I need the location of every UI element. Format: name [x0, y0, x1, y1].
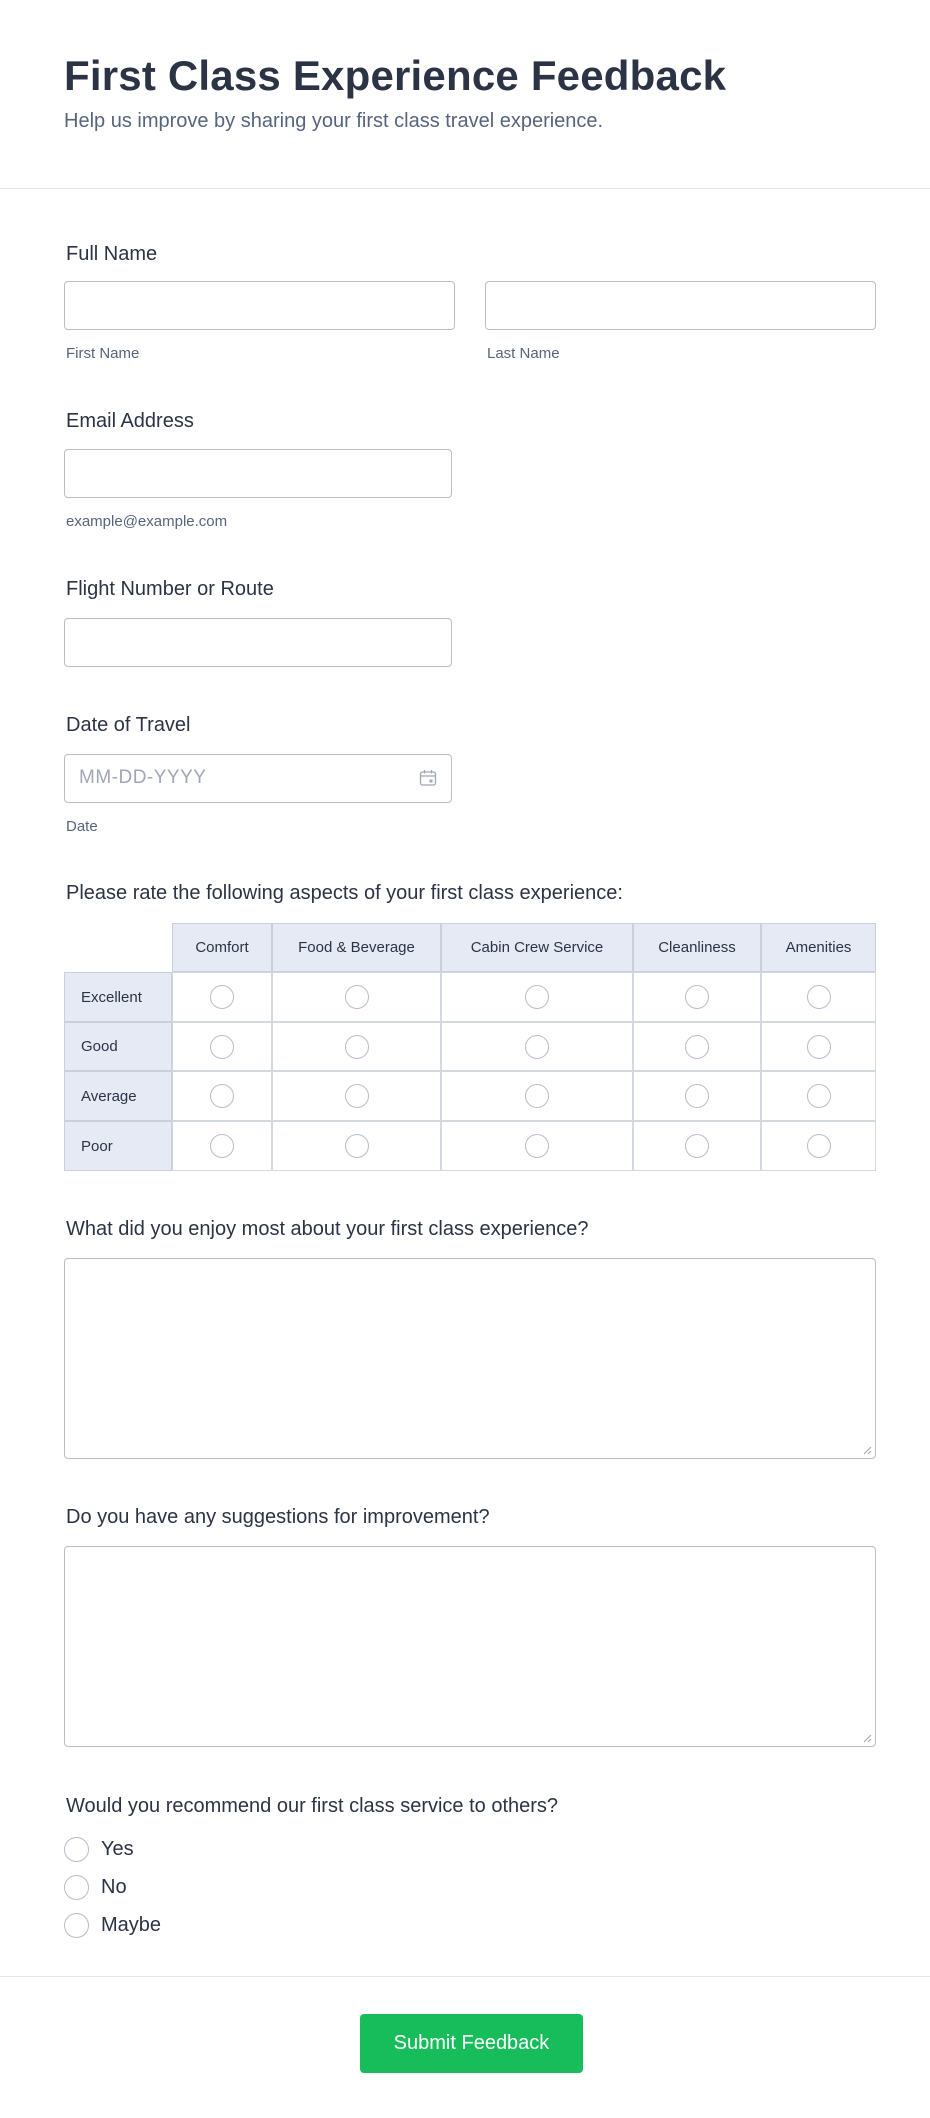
matrix-column-header: Cleanliness — [633, 923, 761, 972]
recommend-option-maybe[interactable] — [64, 1912, 161, 1938]
radio-button[interactable] — [685, 1084, 709, 1108]
matrix-row-label: Excellent — [64, 972, 172, 1022]
resize-grip-icon[interactable] — [862, 1733, 872, 1743]
radio-button[interactable] — [345, 985, 369, 1009]
matrix-cell[interactable] — [172, 1121, 272, 1171]
flight-label: Flight Number or Route — [66, 578, 274, 600]
option-label: Maybe — [101, 1913, 162, 1936]
radio-button[interactable] — [345, 1035, 369, 1059]
matrix-cell[interactable] — [272, 1071, 441, 1121]
email-label: Email Address — [66, 410, 194, 432]
radio-button[interactable] — [345, 1084, 369, 1108]
radio-button[interactable] — [210, 985, 234, 1009]
full-name-label: Full Name — [66, 243, 158, 265]
matrix-cell[interactable] — [761, 1022, 876, 1071]
radio-button[interactable] — [807, 1084, 831, 1108]
matrix-cell[interactable] — [633, 1022, 761, 1071]
date-input[interactable] — [64, 754, 452, 803]
matrix-column-header: Cabin Crew Service — [441, 923, 633, 972]
page-subtitle: Help us improve by sharing your first class travel experience. — [64, 110, 604, 132]
enjoy-label: What did you enjoy most about your first class experience? — [66, 1218, 589, 1240]
radio-button[interactable] — [210, 1084, 234, 1108]
matrix-cell[interactable] — [172, 1022, 272, 1071]
footer-divider — [0, 1976, 930, 1977]
form-header — [0, 0, 930, 189]
matrix-column-header: Amenities — [761, 923, 876, 972]
radio-button[interactable] — [525, 1084, 549, 1108]
matrix-row-label: Poor — [64, 1121, 172, 1171]
matrix-cell[interactable] — [441, 1121, 633, 1171]
radio-button[interactable] — [685, 985, 709, 1009]
option-label: No — [101, 1875, 127, 1898]
radio-button[interactable] — [64, 1913, 89, 1938]
radio-button[interactable] — [685, 1134, 709, 1158]
matrix-cell[interactable] — [441, 1071, 633, 1121]
enjoy-textarea[interactable] — [64, 1258, 876, 1459]
date-label: Date of Travel — [66, 714, 191, 736]
radio-button[interactable] — [525, 1035, 549, 1059]
matrix-cell[interactable] — [272, 1121, 441, 1171]
matrix-cell[interactable] — [761, 972, 876, 1022]
matrix-cell[interactable] — [172, 972, 272, 1022]
matrix-row-label: Good — [64, 1022, 172, 1071]
suggestions-textarea[interactable] — [64, 1546, 876, 1747]
recommend-option-no[interactable] — [64, 1874, 127, 1900]
rating-question: Please rate the following aspects of your first class experience: — [66, 882, 623, 904]
radio-button[interactable] — [525, 985, 549, 1009]
radio-button[interactable] — [807, 1035, 831, 1059]
matrix-cell[interactable] — [272, 1022, 441, 1071]
email-input[interactable] — [64, 449, 452, 498]
page-title: First Class Experience Feedback — [64, 52, 727, 99]
radio-button[interactable] — [807, 1134, 831, 1158]
submit-button[interactable]: Submit Feedback — [360, 2014, 583, 2073]
matrix-cell[interactable] — [633, 972, 761, 1022]
option-label: Yes — [101, 1837, 134, 1860]
radio-button[interactable] — [64, 1875, 89, 1900]
flight-input[interactable] — [64, 618, 452, 667]
matrix-row-label: Average — [64, 1071, 172, 1121]
first-name-sublabel: First Name — [66, 345, 140, 362]
radio-button[interactable] — [64, 1837, 89, 1862]
recommend-option-yes[interactable] — [64, 1836, 134, 1862]
matrix-cell[interactable] — [272, 972, 441, 1022]
first-name-input[interactable] — [64, 281, 455, 330]
matrix-cell[interactable] — [441, 1022, 633, 1071]
matrix-column-header: Food & Beverage — [272, 923, 441, 972]
matrix-cell[interactable] — [172, 1071, 272, 1121]
radio-button[interactable] — [525, 1134, 549, 1158]
matrix-column-header: Comfort — [172, 923, 272, 972]
radio-button[interactable] — [685, 1035, 709, 1059]
radio-button[interactable] — [210, 1134, 234, 1158]
suggestions-label: Do you have any suggestions for improvement? — [66, 1506, 490, 1528]
matrix-cell[interactable] — [633, 1121, 761, 1171]
radio-button[interactable] — [345, 1134, 369, 1158]
calendar-icon[interactable] — [419, 769, 437, 787]
last-name-input[interactable] — [485, 281, 876, 330]
recommend-label: Would you recommend our first class service to others? — [66, 1795, 559, 1817]
matrix-cell[interactable] — [633, 1071, 761, 1121]
radio-button[interactable] — [210, 1035, 234, 1059]
resize-grip-icon[interactable] — [862, 1445, 872, 1455]
date-placeholder: MM-DD-YYYY — [79, 767, 207, 788]
last-name-sublabel: Last Name — [487, 345, 560, 362]
matrix-cell[interactable] — [441, 972, 633, 1022]
email-sublabel: example@example.com — [66, 513, 228, 530]
matrix-cell[interactable] — [761, 1121, 876, 1171]
rating-matrix — [64, 923, 876, 1172]
radio-button[interactable] — [807, 985, 831, 1009]
date-sublabel: Date — [66, 818, 98, 835]
matrix-cell[interactable] — [761, 1071, 876, 1121]
